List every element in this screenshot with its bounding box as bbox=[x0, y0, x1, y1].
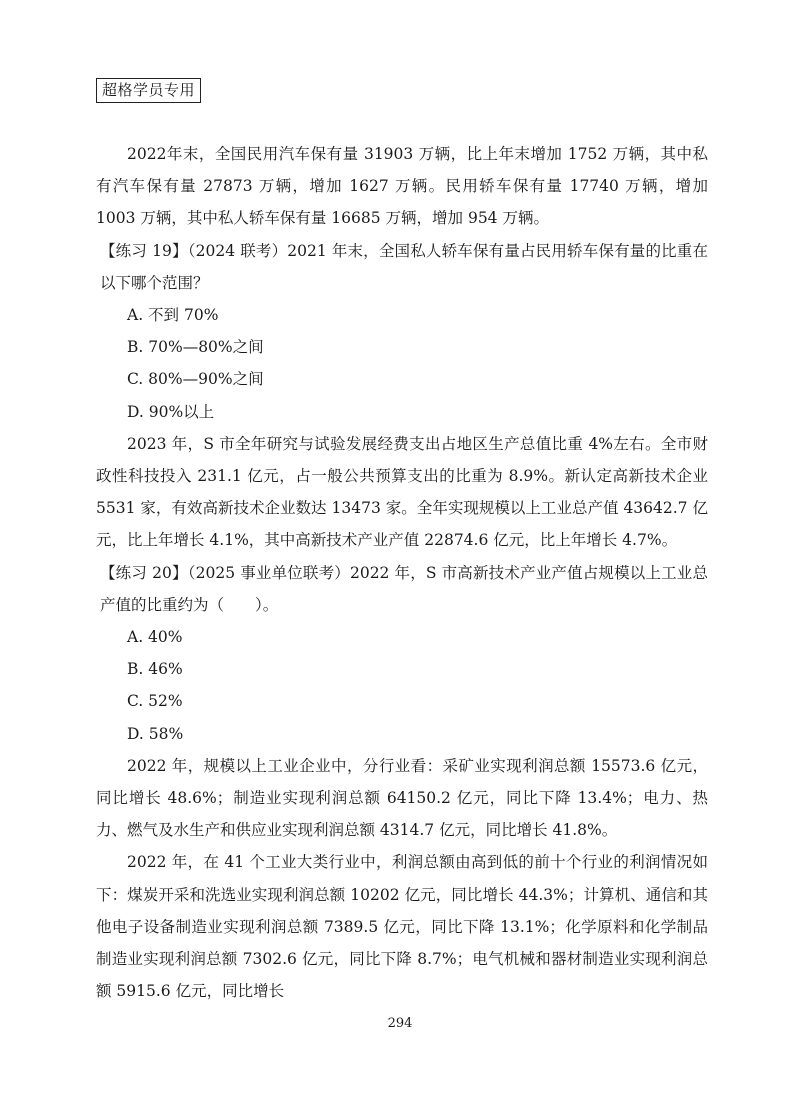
question-19-option-d: D. 90%以上 bbox=[127, 402, 215, 421]
question-20-option-b: B. 46% bbox=[127, 660, 183, 679]
question-19: 【练习 19】（2024 联考）2021 年末，全国私人轿车保有量占民用轿车保有量的比重在以下哪个范围？ bbox=[100, 241, 708, 292]
question-20-option-a: A. 40% bbox=[127, 628, 183, 647]
question-20-option-d: D. 58% bbox=[127, 724, 184, 743]
question-19-option-c: C. 80%—90%之间 bbox=[127, 370, 264, 389]
paragraph-vehicle-stats: 2022年末，全国民用汽车保有量 31903 万辆，比上年末增加 1752 万辆，其中私有汽车保有量 27873 万辆，增加 1627 万辆。民用轿车保有量 17740 万辆，增加 1003 万辆，其中私人轿车保有量 16685 万辆，增加 954 万辆。 bbox=[96, 145, 708, 228]
question-20-option-c: C. 52% bbox=[127, 692, 183, 711]
question-19-option-b: B. 70%—80%之间 bbox=[127, 338, 264, 357]
paragraph-top-ten-industries: 2022 年，在 41 个工业大类行业中，利润总额由高到低的前十个行业的利润情况如下：煤炭开采和洗选业实现利润总额 10202 亿元，同比增长 44.3%；计算机、通信和其他电子设备制造业实现利润总额 7389.5 亿元，同比下降 13.1%；化学原料和化学制品制造业实现利润总额 7302.6 亿元，同比下降 8.7%；电气机械和器材制造业实现利润总额 5915.6 亿元，同比增长 bbox=[96, 853, 708, 1001]
page-number: 294 bbox=[387, 1016, 413, 1031]
question-20: 【练习 20】（2025 事业单位联考）2022 年，S 市高新技术产业产值占规模以上工业总产值的比重约为（ ）。 bbox=[100, 563, 708, 614]
paragraph-industry-profits: 2022 年，规模以上工业企业中，分行业看：采矿业实现利润总额 15573.6 亿元，同比增长 48.6%；制造业实现利润总额 64150.2 亿元，同比下降 13.4%；电力、热力、燃气及水生产和供应业实现利润总额 4314.7 亿元，同比增长 41.8%。 bbox=[96, 756, 708, 840]
page-content bbox=[96, 138, 708, 1007]
student-only-badge: 超格学员专用 bbox=[96, 78, 201, 103]
question-19-option-a: A. 不到 70% bbox=[127, 306, 219, 325]
paragraph-s-city-rd: 2023 年，S 市全年研究与试验发展经费支出占地区生产总值比重 4%左右。全市财政性科技投入 231.1 亿元，占一般公共预算支出的比重为 8.9%。新认定高新技术企业 5531 家，有效高新技术企业数达 13473 家。全年实现规模以上工业总产值 43642.7 亿元，比上年增长 4.1%，其中高新技术产业产值 22874.6 亿元，比上年增长 4.7%。 bbox=[96, 434, 708, 550]
